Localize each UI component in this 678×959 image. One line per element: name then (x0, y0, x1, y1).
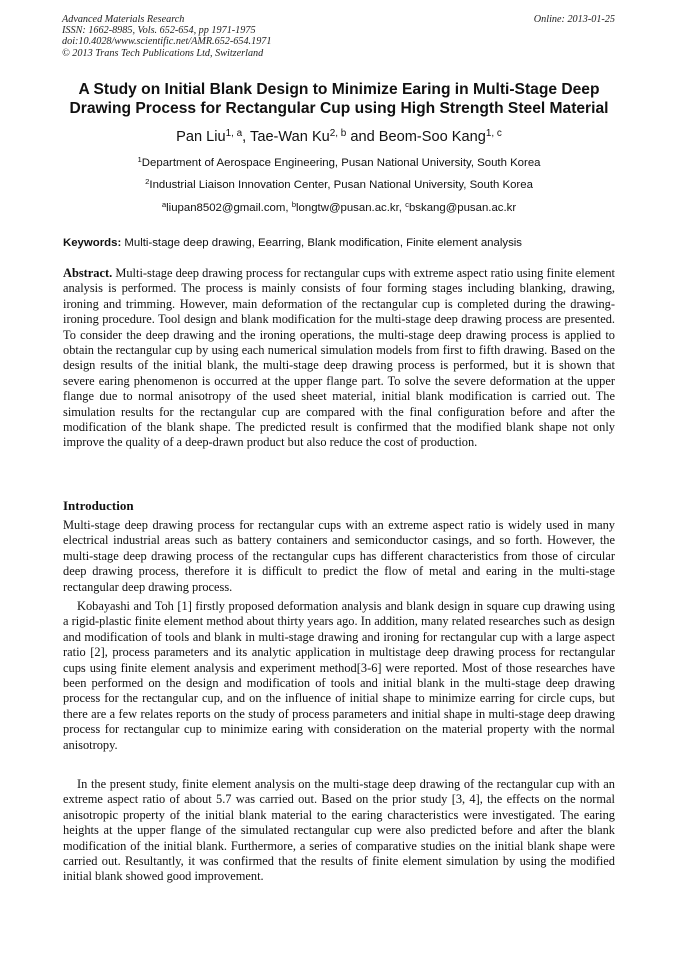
issn-line: ISSN: 1662-8985, Vols. 652-654, pp 1971-1975 (62, 25, 256, 37)
author-emails (40, 201, 638, 215)
copyright-line: © 2013 Trans Tech Publications Ltd, Switzerland (62, 47, 264, 59)
author-list (40, 128, 638, 146)
keywords-text: Multi-stage deep drawing, Eearring, Blank modification, Finite element analysis (121, 237, 523, 249)
author-superscript: 1, c (485, 128, 502, 140)
email-superscript: b (291, 200, 297, 210)
email-address: bskang@pusan.ac.kr (408, 202, 517, 214)
online-date: Online: 2013-01-25 (533, 14, 615, 25)
affiliation-2 (40, 178, 638, 192)
intro-paragraph-1: Multi-stage deep drawing process for rectangular cups with an extreme aspect ratio is widely used in many electrical industrial areas such as battery containers and semiconductor casings, and so forth. However, the multi-stage deep drawing process of the rectangular cups has different characteristics from those of circular deep drawing process, therefore it is difficult to predict the flow of metal and earing in the multi-stage rectangular deep drawing process. (63, 518, 615, 594)
abstract-label: Abstract. (63, 266, 113, 280)
affiliation-1 (40, 156, 638, 170)
intro-paragraph-3: In the present study, finite element analysis on the multi-stage deep drawing of the rectangular cup with an extreme aspect ratio of about 5.7 was carried out. Based on the prior study [3, 4], the effects on the normal anisotropic property of the initial blank material to the earing characteristics were investigated. The earing heights at the upper flange of the simulated rectangular cup were also predicted before and after the blank modification of the initial blank. Furthermore, a series of comparative studies on the initial blank shape were carried out. Resultantly, it was confirmed that the results of finite element simulation by using the modified initial blank showed good improvement. (63, 777, 615, 884)
email-superscript: c (405, 200, 409, 210)
email-address: liupan8502@gmail.com, (166, 202, 292, 214)
keywords-label: Keywords: (63, 237, 122, 249)
author-separator: , (242, 129, 251, 145)
introduction-heading: Introduction (63, 498, 134, 513)
email-superscript: a (161, 200, 167, 210)
keywords (63, 236, 618, 250)
intro-paragraph-2: Kobayashi and Toh [1] firstly proposed deformation analysis and blank design in square cup drawing using a rigid-plastic finite element method about thirty years ago. In addition, many related researches such as design and modification of tools and blank in multi-stage drawing and ironing for rectangular cup with a large aspect ratio [2], process parameters and its analytic application in multistage deep drawing process for rectangular cups using finite element analysis and experiment method[3-6] were reported. Most of those researches have been performed on the design and modification of tools and initial blank in the multi-stage deep drawing process for the rectangular cup, and on the influence of initial shape to minimize earring for circle cups, but there are a few relates reports on the study of process parameters and initial shape in multi-stage deep drawing process for rectangular cup to minimize earing with consideration on the material property with the normal anisotropy. (63, 599, 615, 752)
author-name: Tae-Wan Ku (250, 129, 330, 145)
title-line-1: A Study on Initial Blank Design to Minimize Earing in Multi-Stage Deep (78, 81, 600, 98)
affiliation-text: Industrial Liaison Innovation Center, Pusan National University, South Korea (149, 179, 533, 191)
author-superscript: 1, a (225, 128, 243, 140)
author-superscript: 2, b (329, 128, 347, 140)
affiliation-superscript: 1 (137, 155, 142, 165)
journal-header (62, 14, 271, 59)
doi-line: doi:10.4028/www.scientific.net/AMR.652-654.1971 (62, 36, 272, 48)
affiliation-text: Department of Aerospace Engineering, Pusan National University, South Korea (141, 157, 541, 169)
journal-name: Advanced Materials Research (62, 14, 185, 25)
paper-title (40, 80, 638, 118)
author-name: Beom-Soo Kang (378, 129, 486, 145)
title-line-2: Drawing Process for Rectangular Cup using High Strength Steel Material (69, 100, 609, 117)
affiliation-superscript: 2 (145, 177, 150, 187)
author-name: Pan Liu (176, 129, 226, 145)
abstract (63, 266, 615, 451)
author-separator: and (346, 129, 379, 145)
email-address: longtw@pusan.ac.kr, (296, 202, 406, 214)
abstract-text: Multi-stage deep drawing process for rectangular cups with extreme aspect ratio using finite element analysis is performed. The process is mainly consists of four forming stages including blanking, drawing, ironing and trimming. However, main deformation of the rectangular cup is completed during the drawing-ironing procedure. Tool design and blank modification for the multi-stage deep drawing process are presented. To consider the deep drawing and the ironing operations, the multi-stage deep drawing process is applied to obtain the rectangular cup by using each numerical simulation models from first to fifth drawing. Based on the design results of the initial blank, the multi-stage deep drawing process is performed, but it is shown that severe earing phenomenon is occurred at the upper flange part. To solve the severe deformation at the upper flange due to normal anisotropy of the used sheet material, initial blank modification is carried out. The simulation results for the rectangular cup are compared with the final configuration before and after the modification of the blank shape. The predicted result is confirmed that the modified blank shape not only improve the quality of a deep-drawn product but also reduce the cost of production. (63, 266, 615, 450)
